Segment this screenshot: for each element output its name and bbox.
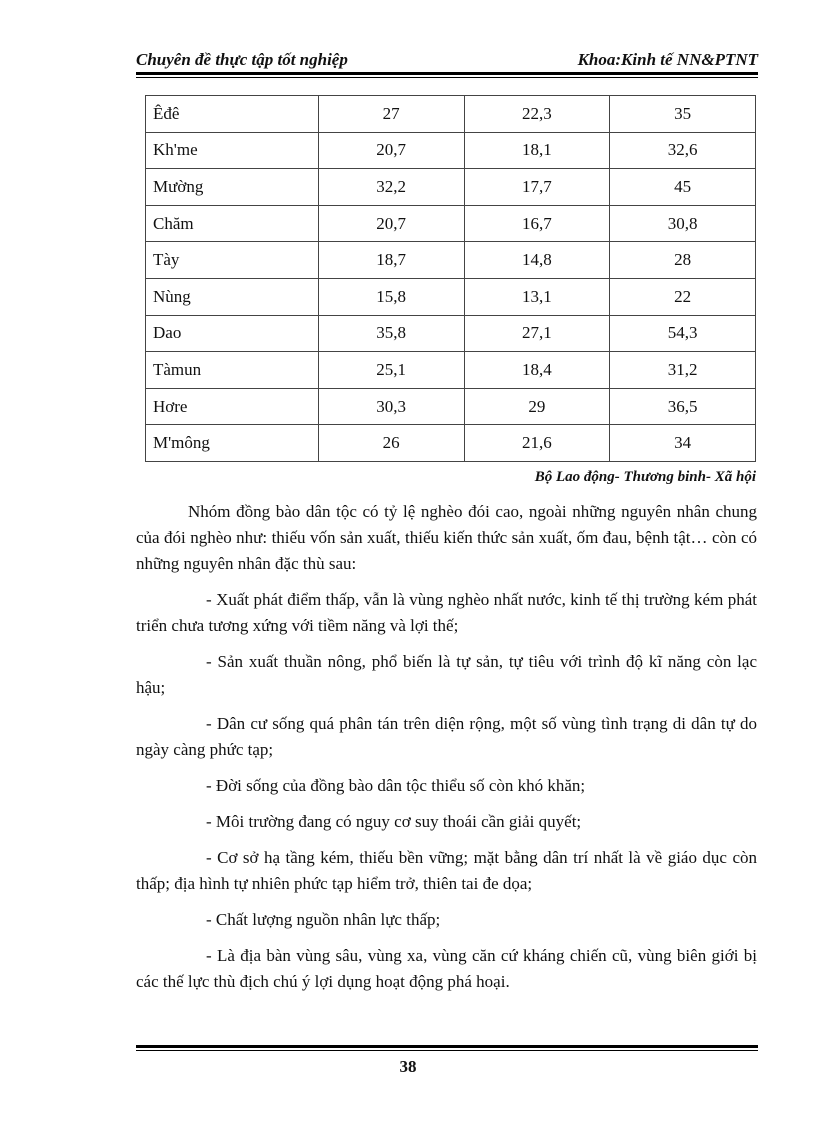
list-item: - Môi trường đang có nguy cơ suy thoái cần giải quyết; xyxy=(206,812,582,831)
table-cell-value: 32,2 xyxy=(318,169,464,206)
list-item: - Cơ sở hạ tầng kém, thiếu bền vững; mặt bằng dân trí nhất là về giáo dục còn thấp; địa hình tự nhiên phức tạp hiểm trở, thiên tai đe dọa; xyxy=(136,848,757,893)
table-row xyxy=(146,278,756,315)
table-cell-value: 29 xyxy=(464,388,610,425)
table-cell-value: 30,3 xyxy=(318,388,464,425)
table-cell-value: 45 xyxy=(610,169,756,206)
table-cell-ethnic-group: Tàmun xyxy=(146,352,319,389)
table-cell-ethnic-group: Êđê xyxy=(146,96,319,133)
table-row xyxy=(146,205,756,242)
table-row xyxy=(146,425,756,462)
table-cell-ethnic-group: Tày xyxy=(146,242,319,279)
table-cell-value: 25,1 xyxy=(318,352,464,389)
header-document-title: Chuyên đề thực tập tốt nghiệp xyxy=(136,50,348,69)
table-cell-value: 20,7 xyxy=(318,132,464,169)
table-cell-value: 14,8 xyxy=(464,242,610,279)
table-row xyxy=(146,242,756,279)
table-cell-value: 18,7 xyxy=(318,242,464,279)
table-cell-value: 26 xyxy=(318,425,464,462)
list-item: - Sản xuất thuần nông, phổ biến là tự sản, tự tiêu với trình độ kĩ năng còn lạc hậu; xyxy=(136,652,757,697)
table-cell-value: 32,6 xyxy=(610,132,756,169)
table-cell-ethnic-group: Hơre xyxy=(146,388,319,425)
table-cell-value: 21,6 xyxy=(464,425,610,462)
table-cell-value: 30,8 xyxy=(610,205,756,242)
table-cell-value: 15,8 xyxy=(318,278,464,315)
table-cell-value: 31,2 xyxy=(610,352,756,389)
table-row xyxy=(146,388,756,425)
table-cell-ethnic-group: Nùng xyxy=(146,278,319,315)
header-rule-thin xyxy=(136,77,758,78)
page-number: 38 xyxy=(399,1057,417,1076)
table-cell-value: 22,3 xyxy=(464,96,610,133)
table-cell-value: 27 xyxy=(318,96,464,133)
table-cell-ethnic-group: Kh'me xyxy=(146,132,319,169)
table-row xyxy=(146,169,756,206)
table-cell-value: 54,3 xyxy=(610,315,756,352)
table-cell-value: 20,7 xyxy=(318,205,464,242)
list-item: - Đời sống của đồng bào dân tộc thiểu số còn khó khăn; xyxy=(206,776,586,795)
table-cell-ethnic-group: Chăm xyxy=(146,205,319,242)
footer-rule-thin xyxy=(136,1050,758,1051)
table-row xyxy=(146,132,756,169)
table-row xyxy=(146,315,756,352)
intro-paragraph: Nhóm đồng bào dân tộc có tỷ lệ nghèo đói cao, ngoài những nguyên nhân chung của đói nghèo như: thiếu vốn sản xuất, thiếu kiến thức sản xuất, ốm đau, bệnh tật… còn có những nguyên nhân đặc thù sau: xyxy=(136,502,757,573)
page-header xyxy=(136,48,758,72)
header-faculty: Khoa:Kinh tế NN&PTNT xyxy=(577,50,758,69)
list-item: - Chất lượng nguồn nhân lực thấp; xyxy=(206,910,441,929)
table-cell-ethnic-group: Mường xyxy=(146,169,319,206)
header-rule xyxy=(136,72,758,75)
list-item: - Dân cư sống quá phân tán trên diện rộng, một số vùng tình trạng di dân tự do ngày càng phức tạp; xyxy=(136,714,757,759)
table-cell-value: 35 xyxy=(610,96,756,133)
table-cell-value: 27,1 xyxy=(464,315,610,352)
body-text xyxy=(136,499,757,1005)
table-cell-value: 18,4 xyxy=(464,352,610,389)
table-cell-value: 13,1 xyxy=(464,278,610,315)
table-cell-value: 22 xyxy=(610,278,756,315)
table-source-note: Bộ Lao động- Thương binh- Xã hội xyxy=(534,469,756,485)
poverty-rate-table xyxy=(145,95,756,462)
table-cell-ethnic-group: M'mông xyxy=(146,425,319,462)
table-cell-value: 17,7 xyxy=(464,169,610,206)
list-item: - Xuất phát điểm thấp, vẫn là vùng nghèo nhất nước, kinh tế thị trường kém phát triển chưa tương xứng với tiềm năng và lợi thế; xyxy=(136,590,757,635)
table-cell-value: 34 xyxy=(610,425,756,462)
table-cell-value: 35,8 xyxy=(318,315,464,352)
table-cell-value: 28 xyxy=(610,242,756,279)
footer-rule xyxy=(136,1045,758,1048)
table-row xyxy=(146,352,756,389)
list-item: - Là địa bàn vùng sâu, vùng xa, vùng căn cứ kháng chiến cũ, vùng biên giới bị các thế lực thù địch chú ý lợi dụng hoạt động phá hoại. xyxy=(136,946,757,991)
table-cell-ethnic-group: Dao xyxy=(146,315,319,352)
table-cell-value: 18,1 xyxy=(464,132,610,169)
table-row xyxy=(146,96,756,133)
table-cell-value: 16,7 xyxy=(464,205,610,242)
table-cell-value: 36,5 xyxy=(610,388,756,425)
